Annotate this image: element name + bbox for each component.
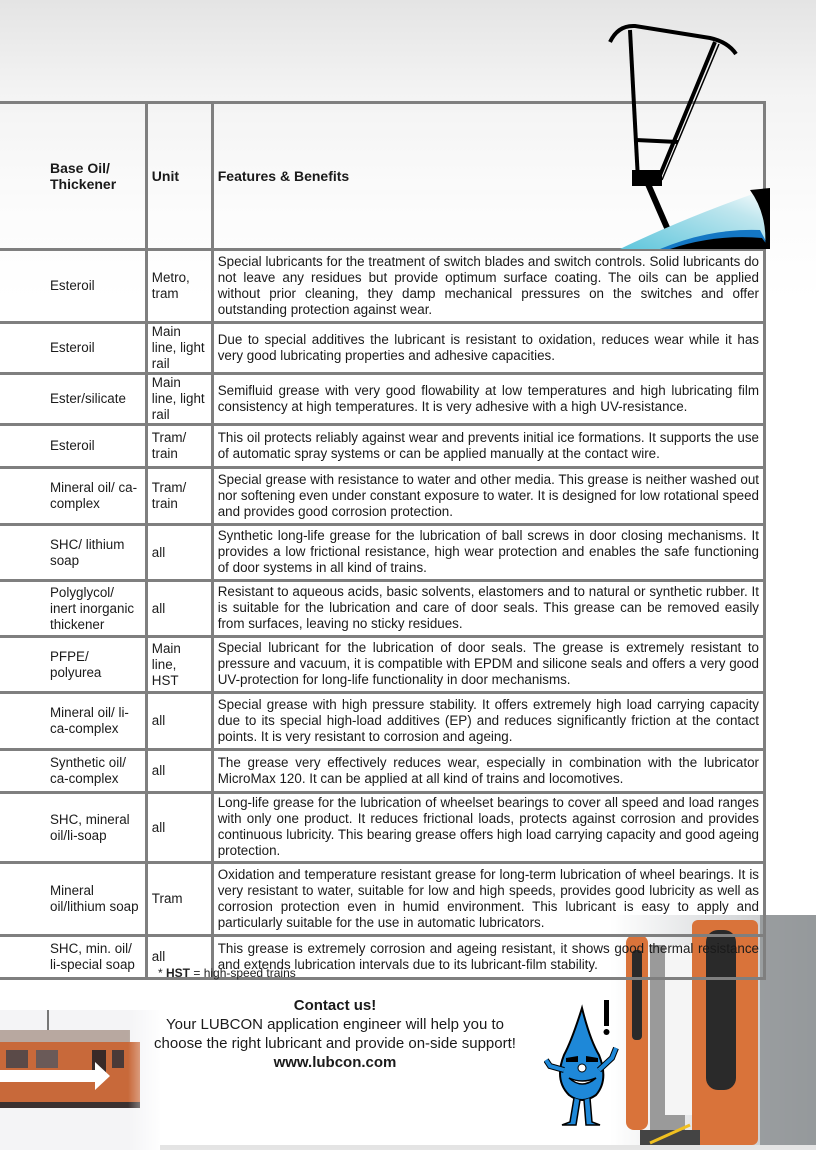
footnote-marker: * — [158, 966, 163, 980]
cell-base-oil: SHC, min. oil/ li-special soap — [0, 936, 146, 979]
cell-features: Due to special additives the lubricant is resistant to oxidation, reduces wear while it has very good lubricating properties and adhesive capacities. — [212, 323, 764, 374]
footnote-definition: = high-speed trains — [193, 966, 296, 980]
cell-features: Special lubricant for the lubrication of door seals. The grease is extremely resistant to pressure and vacuum, it is compatible with EPDM and silicone seals and offers a very good UV-protection for long-life functionality in door mechanisms. — [212, 637, 764, 693]
cell-features: Oxidation and temperature resistant grease for long-term lubrication of wheel bearings. It is very resistant to water, suitable for low and high speeds, provides good lubricity as well as corrosion protection even in humid environment. This lubricant is easy to apply and particularly suitable for the use in automatic lubricators. — [212, 863, 764, 936]
cell-unit: Main line, HST — [146, 637, 212, 693]
product-table — [0, 101, 766, 980]
website-link[interactable]: www.lubcon.com — [273, 1054, 397, 1071]
table-header-row — [0, 103, 765, 250]
cell-base-oil: Synthetic oil/ ca-complex — [0, 750, 146, 793]
cell-unit: all — [146, 750, 212, 793]
contact-line-2: choose the right lubricant and provide on-side support! — [154, 1035, 516, 1052]
cell-unit: all — [146, 793, 212, 863]
cell-features: Long-life grease for the lubrication of wheelset bearings to cover all speed and load ranges with only one product. It reduces frictional loads, protects against corrosion and provides continuous lubricity. This bearing grease offers high load carrying capacity and good ageing protection. — [212, 793, 764, 863]
contact-block — [130, 996, 540, 1072]
cell-base-oil: Polyglycol/ inert inorganic thickener — [0, 581, 146, 637]
cell-features: Special grease with resistance to water and other media. This grease is neither washed out nor softening even under constant exposure to water. It is designed for low rotational speed and provides good corrosion protection. — [212, 468, 764, 525]
cell-unit: Metro, tram — [146, 250, 212, 323]
cell-unit: all — [146, 693, 212, 750]
cell-features: The grease very effectively reduces wear, especially in combination with the lubricator MicroMax 120. It can be applied at all kind of trains and locomotives. — [212, 750, 764, 793]
table-row — [0, 693, 765, 750]
cell-base-oil: Esteroil — [0, 425, 146, 468]
cell-unit: Tram/ train — [146, 468, 212, 525]
cell-unit: all — [146, 936, 212, 979]
cell-features: This grease is extremely corrosion and ageing resistant, it shows good thermal resistance and extends lubrication intervals due to its lubricant-film stability. — [212, 936, 764, 979]
cell-base-oil: SHC, mineral oil/li-soap — [0, 793, 146, 863]
cell-base-oil: Mineral oil/ ca-complex — [0, 468, 146, 525]
footnote-abbr: HST — [166, 966, 191, 980]
cell-base-oil: Esteroil — [0, 323, 146, 374]
cell-features: Resistant to aqueous acids, basic solvents, elastomers and to natural or synthetic rubber. It is suitable for the lubrication and care of door seals. This grease can be removed easily from surfaces, leaving no sticky residues. — [212, 581, 764, 637]
header-features: Features & Benefits — [212, 103, 764, 250]
table-row — [0, 637, 765, 693]
cell-features: Special grease with high pressure stability. It offers extremely high load carrying capacity due to its special high-load additives (EP) and reduces significantly friction at the contact points. It is very resistant to corrosion and ageing. — [212, 693, 764, 750]
table-row — [0, 425, 765, 468]
cell-base-oil: Mineral oil/lithium soap — [0, 863, 146, 936]
cell-unit: Main line, light rail — [146, 374, 212, 425]
table-row — [0, 323, 765, 374]
cell-unit: all — [146, 581, 212, 637]
table-row — [0, 581, 765, 637]
contact-heading: Contact us! — [293, 997, 377, 1014]
cell-features: Synthetic long-life grease for the lubrication of ball screws in door closing mechanisms. It provides a low frictional resistance, high wear protection and enables the safe functioning of door systems in all kind of trains. — [212, 525, 764, 581]
cell-base-oil: PFPE/ polyurea — [0, 637, 146, 693]
cell-unit: all — [146, 525, 212, 581]
cell-unit: Tram/ train — [146, 425, 212, 468]
cell-base-oil: Ester/silicate — [0, 374, 146, 425]
table-row — [0, 793, 765, 863]
product-table-container — [0, 101, 766, 980]
table-row — [0, 750, 765, 793]
cell-features: Special lubricants for the treatment of switch blades and switch controls. Solid lubricants do not leave any residues but provide optimum surface coating. The oils can be applied without prior cleaning, they damp mechanical pressures on the switches and offer outstanding protection against wear. — [212, 250, 764, 323]
table-row — [0, 936, 765, 979]
cell-features: Semifluid grease with very good flowability at low temperatures and high lubricating film consistency at high temperatures. It is very adhesive with a high UV-resistance. — [212, 374, 764, 425]
table-row — [0, 863, 765, 936]
contact-line-1: Your LUBCON application engineer will help you to — [166, 1016, 504, 1033]
cell-features: This oil protects reliably against wear and prevents initial ice formations. It supports the use of automatic spray systems or can be applied manually at the contact wire. — [212, 425, 764, 468]
cell-unit: Main line, light rail — [146, 323, 212, 374]
footnote — [158, 966, 296, 980]
table-row — [0, 374, 765, 425]
cell-unit: Tram — [146, 863, 212, 936]
cell-base-oil: Esteroil — [0, 250, 146, 323]
header-unit: Unit — [146, 103, 212, 250]
oil-drop-mascot-icon — [544, 1000, 624, 1130]
header-base-oil: Base Oil/ Thickener — [0, 103, 146, 250]
table-row — [0, 250, 765, 323]
cell-base-oil: SHC/ lithium soap — [0, 525, 146, 581]
table-row — [0, 525, 765, 581]
cell-base-oil: Mineral oil/ li-ca-complex — [0, 693, 146, 750]
table-row — [0, 468, 765, 525]
